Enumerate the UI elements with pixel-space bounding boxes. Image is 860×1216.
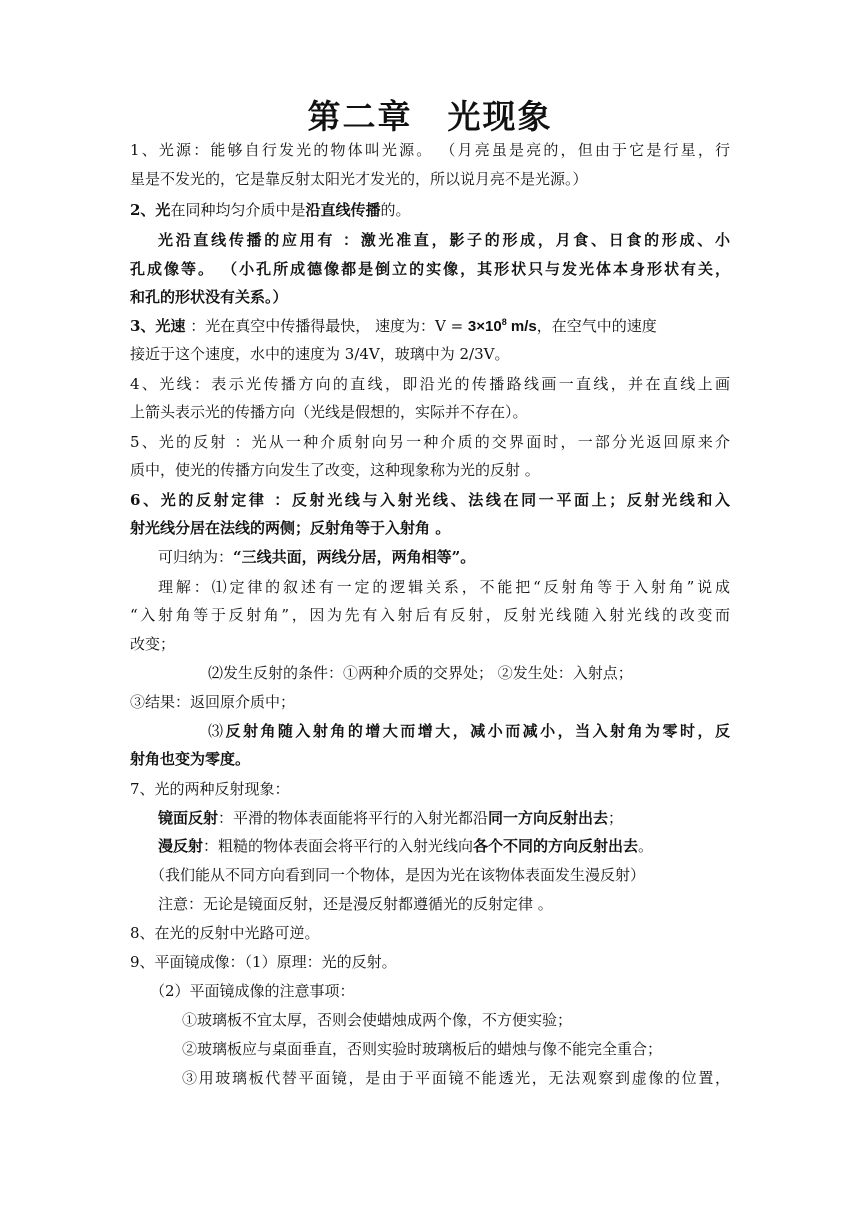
text-line: （我们能从不同方向看到同一个物体，是因为光在该物体表面发生漫反射） [150, 866, 646, 884]
text-line: 理解：⑴定律的叙述有一定的逻辑关系，不能把“反射角等于入射角”说成 [158, 578, 730, 596]
text-line: （2）平面镜成像的注意事项： [150, 982, 355, 1000]
bold-text: 各个不同的方向反射出去 [473, 837, 639, 855]
text-span: 在同种均匀介质中是 [170, 201, 306, 219]
text-line: 和孔的形状没有关系。） [130, 288, 288, 306]
text-line: ①玻璃板不宜太厚，否则会使蜡烛成两个像，不方便实验； [182, 1011, 573, 1029]
text-span: 可归纳为： [158, 548, 234, 566]
text-line [208, 721, 730, 741]
text-line: 质中，使光的传播方向发生了改变，这种现象称为光的反射 。 [130, 461, 540, 479]
text-line: 5、光的反射 ：光从一种介质射向另一种介质的交界面时，一部分光返回原来介 [130, 433, 730, 451]
text-line: 孔成像等。 （小孔所成德像都是倒立的实像，其形状只与发光体本身形状有关， [130, 260, 730, 278]
superscript: 8 [501, 317, 507, 327]
text-line [130, 200, 730, 220]
text-span: ，在空气中的速度 [536, 317, 657, 335]
text-span: ⑶ [208, 722, 226, 740]
text-span: 。 [638, 837, 654, 855]
text-line: ⑵发生反射的条件：①两种介质的交界处； ②发生处：入射点； [208, 664, 633, 682]
text-line [158, 808, 730, 828]
text-span: 的。 [380, 201, 411, 219]
text-line: 1、光源：能够自行发光的物体叫光源。 （月亮虽是亮的，但由于它是行星，行 [130, 141, 730, 159]
text-line: 光沿直线传播的应用有 ：激光准直，影子的形成，月食、日食的形成、小 [158, 231, 730, 249]
text-line: 星是不发光的，它是靠反射太阳光才发光的，所以说月亮不是光源。） [130, 170, 588, 188]
text-line: 7、光的两种反射现象： [130, 780, 290, 798]
bold-text: 同一方向反射出去 [488, 809, 609, 827]
text-line: 上箭头表示光的传播方向（光线是假想的，实际并不存在）。 [130, 403, 528, 421]
text-line: 6、光的反射定律 ：反射光线与入射光线、法线在同一平面上；反射光线和入 [130, 491, 730, 509]
text-line: 接近于这个速度，水中的速度为 3/4V，玻璃中为 2/3V。 [130, 345, 510, 363]
text-line: 8、在光的反射中光路可逆。 [130, 924, 320, 942]
text-line: 4、光线：表示光传播方向的直线，即沿光的传播路线画一直线，并在直线上画 [130, 375, 730, 393]
text-line: 射光线分居在法线的两侧；反射角等于入射角 。 [130, 519, 451, 537]
bold-text: 镜面反射 [158, 809, 219, 827]
bold-text: 2、光 [130, 201, 171, 219]
text-line: “入射角等于反射角”，因为先有入射后有反射，反射光线随入射光线的改变而 [130, 606, 730, 624]
text-line: 9、平面镜成像：（1）原理：光的反射。 [130, 953, 397, 971]
text-line: ③用玻璃板代替平面镜，是由于平面镜不能透光，无法观察到虚像的位置， [182, 1069, 730, 1087]
bold-text: 反射角随入射角的增大而增大，减小而减小，当入射角为零时，反 [225, 722, 730, 740]
bold-text: “三线共面，两线分居，两角相等”。 [233, 548, 476, 566]
chapter-title: 第二章 光现象 [307, 97, 553, 136]
bold-text: 漫反射 [158, 837, 204, 855]
bold-text: 3×10 [467, 318, 502, 335]
text-span: ； [608, 809, 624, 827]
text-span: ：平滑的物体表面能将平行的入射光都沿 [218, 809, 489, 827]
text-line: 射角也变为零度。 [130, 750, 251, 768]
text-span: ：光在真空中传播得最快， 速度为：V = [185, 317, 468, 335]
text-span: ：粗糙的物体表面会将平行的入射光线向 [203, 837, 474, 855]
bold-text: 3、光速 [130, 317, 186, 335]
bold-text: m/s [506, 318, 537, 335]
text-line: ②玻璃板应与桌面垂直，否则实验时玻璃板后的蜡烛与像不能完全重合； [182, 1040, 663, 1058]
text-line [130, 316, 730, 337]
text-line [158, 836, 730, 856]
text-line [158, 547, 730, 567]
text-line: 注意：无论是镜面反射，还是漫反射都遵循光的反射定律 。 [158, 895, 553, 913]
text-line: 改变； [130, 635, 176, 653]
bold-text: 沿直线传播 [305, 201, 381, 219]
text-line: ③结果：返回原介质中； [130, 693, 296, 711]
